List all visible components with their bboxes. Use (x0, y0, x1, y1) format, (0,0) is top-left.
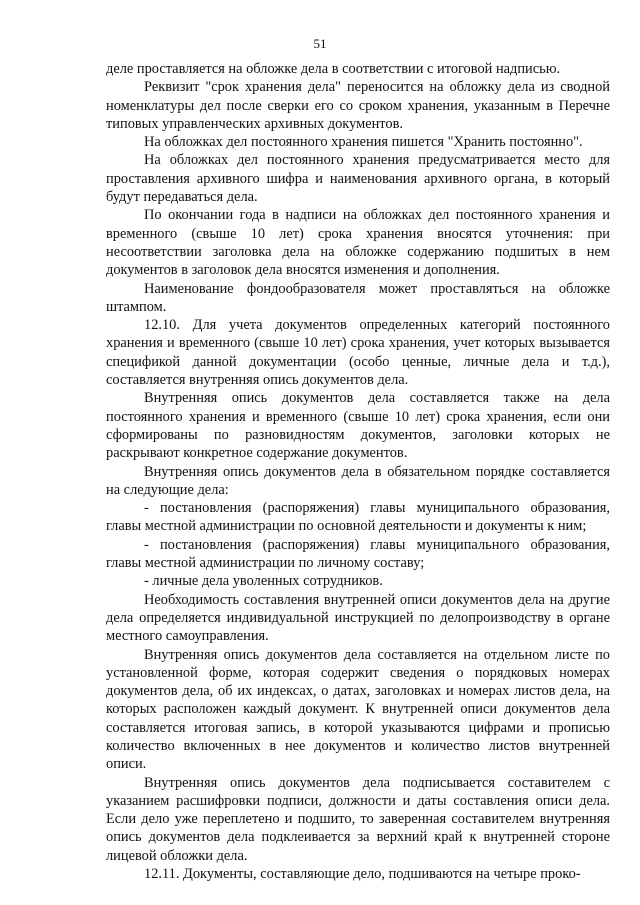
paragraph-other-files-inventory: Необходимость составления внутренней описи документов дела на другие дела определяется индивидуальной инструкцией по делопроизводству в органе местного самоуправления. (106, 591, 610, 645)
paragraph-inventory-form: Внутренняя опись документов дела составляется на отдельном листе по установленной форме, которая содержит сведения о порядковых номерах документов дела, об их индексах, о датах, заголовках и номерах листов дела, на которых расположен каждый документ. К внутренней описи документов дела составляется итоговая запись, в которой указываются цифрами и прописью количество включенных в нее документов и количество листов внутренней описи. (106, 646, 610, 773)
list-item-personnel-resolutions: - постановления (распоряжения) главы муниципального образования, главы местной администрации по личному составу; (106, 536, 610, 572)
paragraph-archive-code-space: На обложках дел постоянного хранения предусматривается место для проставления архивного шифра и наименования архивного органа, в который будут передаваться дела. (106, 152, 610, 206)
paragraph-mandatory-inventory: Внутренняя опись документов дела в обязательном порядке составляется на следующие дела: (106, 463, 610, 498)
paragraph-section-12-11: 12.11. Документы, составляющие дело, подшиваются на четыре проко- (144, 866, 581, 883)
list-item-personal-files: - личные дела уволенных сотрудников. (144, 573, 383, 590)
paragraph-inventory-signature: Внутренняя опись документов дела подписывается составителем с указанием расшифровки подписи, должности и даты составления описи дела. Если дело уже переплетено и подшито, то заверенная составителем внутренняя опись документов дела подклеивается за верхний край к внутренней стороне лицевой обложки дела. (106, 774, 610, 864)
list-item-main-activity-resolutions: - постановления (распоряжения) главы муниципального образования, главы местной администрации по основной деятельности и документы к ним; (106, 500, 610, 535)
paragraph-retention-period-requisite: Реквизит "срок хранения дела" переносится на обложку дела из сводной номенклатуры дел после сверки его со сроком хранения, указанным в Перечне типовых управленческих архивных документов. (106, 79, 610, 132)
paragraph-section-12-10: 12.10. Для учета документов определенных категорий постоянного хранения и временного (свыше 10 лет) срока хранения, учет которых вызывается спецификой данной документации (особо ценные, личные дела и т.д.), составляется внутренняя опись документов дела. (106, 317, 610, 389)
paragraph-internal-inventory-types: Внутренняя опись документов дела составляется также на дела постоянного хранения и временного (свыше 10 лет) срока хранения, если они сформированы по разновидностям документов, заголовки которых не раскрывают конкретное содержание документов. (106, 390, 610, 462)
paragraph-continuation: деле проставляется на обложке дела в соответствии с итоговой надписью. (106, 61, 561, 77)
paragraph-year-end-clarifications: По окончании года в надписи на обложках дел постоянного хранения и временного (свыше 10 лет) срока хранения вносятся уточнения: при несоответствии заголовка дела на обложке содержанию подшитых в нем документов в заголовок дела вносятся изменения и дополнения. (106, 207, 610, 279)
paragraph-fund-creator-stamp: Наименование фондообразователя может проставляться на обложке штампом. (106, 280, 610, 315)
page-number: 51 (313, 36, 327, 51)
body-text (106, 60, 610, 883)
paragraph-keep-permanently: На обложках дел постоянного хранения пишется "Хранить постоянно". (144, 134, 583, 151)
